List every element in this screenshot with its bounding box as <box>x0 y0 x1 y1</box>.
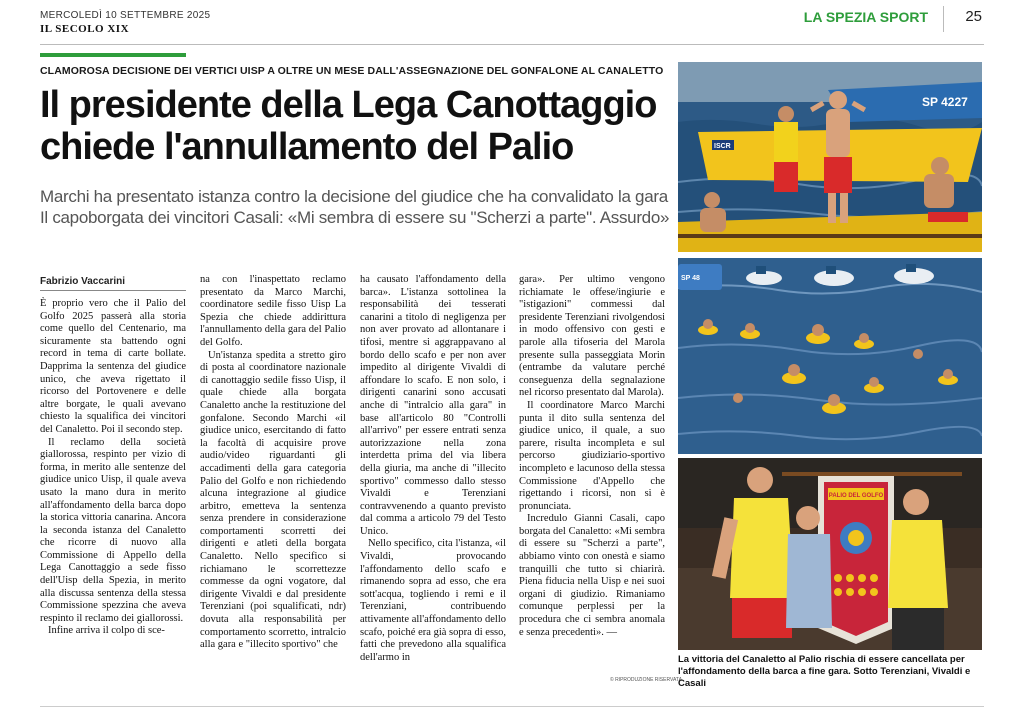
section-label: LA SPEZIA SPORT <box>803 9 928 25</box>
deck-line-1: Marchi ha presentato istanza contro la decisione del giudice che ha convalidato la gara <box>40 187 668 206</box>
deck <box>40 186 670 228</box>
section-accent-bar <box>40 53 186 57</box>
issue-date: MERCOLEDÌ 10 SETTEMBRE 2025 <box>40 10 211 21</box>
boat-registration: SP 4227 <box>922 95 968 109</box>
kicker: CLAMOROSA DECISIONE DEI VERTICI UISP A OLTRE UN MESE DALL'ASSEGNAZIONE DEL GONFALONE AL CANALETTO <box>40 65 664 77</box>
paragraph: ha causato l'affondamento della barca». L'istanza sottolinea la responsabilità dei tesserati canarini a titolo di negligenza per non aver provato ad allontanare i tifosi, mentre si aggrappavano al bordo dello scafo e per non aver impedito al dirigente Vivaldi di affondare lo scafo. E non solo, i dirigenti canarini sono accusati anche di "intralcio alla gara" in base all'articolo 80 "Controlli all'arrivo" per essere entrati senza autorizzazione nella zona interdetta prima del via libera della giuria, ma anche di "illecito sportivo" commesso dallo stesso Vivaldi e Terenziani contravvenendo a quanto previsto dal comma a articolo 79 del Testo Unico. <box>360 274 506 537</box>
article-column-2 <box>200 274 346 652</box>
newspaper-name: IL SECOLO XIX <box>40 23 130 35</box>
article-column-3 <box>360 274 506 664</box>
page-number: 25 <box>965 8 982 25</box>
photo-men-with-banner <box>678 458 982 650</box>
photo-caption: La vittoria del Canaletto al Palio rischia di essere cancellata per l'affondamento della barca a fine gara. Sotto Terenziani, Vivaldi e Casali <box>678 654 971 689</box>
footer-rule <box>40 706 984 707</box>
page-number-box <box>943 6 984 32</box>
headline-line-2: chiede l'annullamento del Palio <box>40 126 574 168</box>
header-rule <box>40 44 984 45</box>
boat-label: ISCR <box>714 143 731 150</box>
byline: Fabrizio Vaccarini <box>40 276 126 287</box>
paragraph: gara». Per ultimo vengono richiamate le offese/ingiurie e "istigazioni" commessi dal presidente Terenziani rivolgendosi in modo offensivo con gesti e parole alla tifoseria del Marola presente sulla passeggiata Morin (entrambe da valutare perché conseguenza della segnalazione nel ricorso presentato dal Marola). <box>519 274 665 399</box>
headline-line-1: Il presidente della Lega Canottaggio <box>40 84 657 126</box>
paragraph: na con l'inaspettato reclamo presentato da Marco Marchi, coordinatore sedile fisso Uisp La Spezia che chiede addirittura l'annullamento della gara del Palio del Golfo. <box>200 274 346 348</box>
article-column-1 <box>40 298 186 638</box>
page-header <box>40 6 984 42</box>
headline <box>40 84 670 168</box>
copyright-credit: © RIPRODUZIONE RISERVATA <box>610 677 682 683</box>
paragraph: Un'istanza spedita a stretto giro di posta al coordinatore nazionale di canottaggio sedile fisso Uisp, il quale chiede alla borgata Canaletto anche la restituzione del gonfalone. Secondo Marchi «il giudice unico, esercitando di fatto la facoltà di acquisire prove audio/video riguardanti gli accadimenti della gara categoria Palio del Golfo e non richiedendo alcuna integrazione al giudice arbitro, emetteva la sentenza senza prendere in considerazione comportamenti scorretti dei dirigenti e atleti della borgata Canaletto. Nello specifico si richiamano le scorrettezze commesse da ogni vogatore, dal dirigente Vivaldi e dal presidente Terenziani (poi squalificati, ndr) dovuta alla responsabilità per comportamento scorretto, intralcio alla gara e "illecito sportivo" che <box>200 349 346 651</box>
paragraph: Incredulo Gianni Casali, capo borgata del Canaletto: «Mi sembra di essere su "Scherzi a parte", abbiamo vinto con onestà e siamo tranquilli che tutto si chiarirà. Piena fiducia nella Uisp e nei suoi organi di giudizio. Rimaniamo comunque perplessi per la procedura che ci sembra anomala e senza precedenti». — <box>519 513 665 638</box>
paragraph: Infine arriva il colpo di sce- <box>48 625 165 637</box>
deck-line-2: Il capoborgata dei vincitori Casali: «Mi sembra di essere su "Scherzi a parte". Assurdo» <box>40 208 670 227</box>
byline-rule <box>40 290 186 291</box>
paragraph: È proprio vero che il Palio del Golfo 2025 passerà alla storia come quello del Centenario, ma sicuramente sta battendo ogni record in tema di carte bollate. Dapprima la sentenza del giudice unico, che aveva rigettato il ricorso del Portovenere e delle altre borgate, le quali avevano chiesto la squalifica dei vincitori del Canaletto. Poi il secondo step. <box>40 298 186 435</box>
paragraph: Nello specifico, cita l'istanza, «il Vivaldi, provocando l'affondamento dello scafo e rimanendo sopra ad esso, che era sott'acqua, togliendo i remi e il Terenziani, contribuendo attivamente all'affondamento dello scafo, poiché era già sopra di esso, fatti che prevedono alla squalifica dell'armo in <box>360 538 506 663</box>
article-column-4 <box>519 274 665 639</box>
photo-swimmers-in-sea <box>678 258 982 454</box>
small-boat-label: SP 48 <box>681 275 700 282</box>
photo-rowers-on-boat <box>678 62 982 252</box>
banner-text: PALIO DEL GOLFO <box>828 493 884 499</box>
paragraph: Il coordinatore Marco Marchi punta il dito sulla sentenza del giudice unico, il quale, a suo parere, risulta incompleta e sul percorso giudiziario-sportivo incompleto e lacunoso della stessa Commissione d'Appello che rigettando i ricorsi, non si è pronunciata. <box>519 399 665 512</box>
paragraph: Il reclamo della società giallorossa, respinto per vizio di forma, in merito alle sentenze del giudice unico Uisp, il quale aveva usato la mano dura in merito all'affondamento della barca dopo la storica vittoria canarina. Ancora la seconda istanza del Canaletto che ricorre di nuovo alla Commissione di Appello della Lega Canottaggio a sede fisso dell'Uisp della Spezia, in merito alla discussa sentenza della stessa Commissione spezzina che aveva respinto il reclamo dei giallorossi. <box>40 436 186 624</box>
